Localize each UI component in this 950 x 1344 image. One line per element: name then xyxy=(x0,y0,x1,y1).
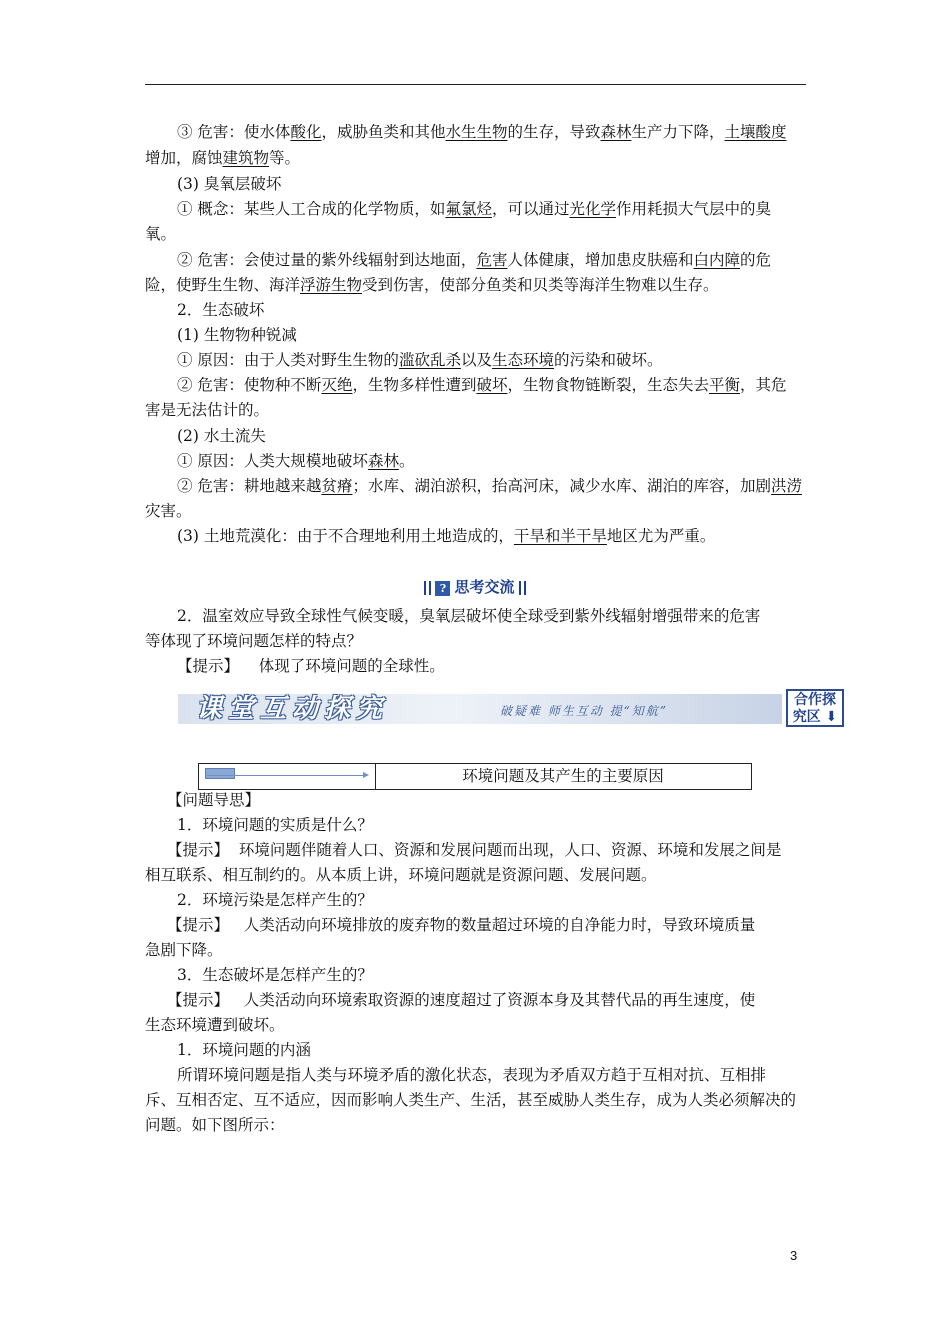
guide-a1-line1: 【提示】 环境问题伴随着人口、资源和发展问题而出现，人口、资源、环境和发展之间是 xyxy=(167,841,782,859)
guide-a2-line1: 【提示】 人类活动向环境排放的废弃物的数量超过环境的自净能力时，导致环境质量 xyxy=(167,916,756,934)
guide-a1-line2: 相互联系、相互制约的。从本质上讲，环境问题就是资源问题、发展问题。 xyxy=(145,866,657,884)
soil-cause: ① 原因：人类大规模地破坏森林。 xyxy=(177,452,415,470)
header-rule xyxy=(145,84,806,85)
guide-heading: 【问题导思】 xyxy=(167,791,261,809)
arrow-right-icon xyxy=(207,775,367,776)
bar-left-icon xyxy=(424,581,431,595)
topic-pill-icon xyxy=(205,768,235,779)
acid-rain-harm-line1: ③ 危害：使水体酸化，威胁鱼类和其他水生生物的生存，导致森林生产力下降，土壤酸度 xyxy=(177,123,787,141)
desertification: (3) 土地荒漠化：由于不合理地利用土地造成的，干旱和半干旱地区尤为严重。 xyxy=(177,527,716,545)
guide-a3-line2: 生态环境遭到破坏。 xyxy=(145,1016,285,1034)
topic-marker xyxy=(199,764,376,789)
box-line1: 合作探 xyxy=(794,692,836,708)
soil-harm-line1: ② 危害：耕地越来越贫瘠；水库、湖泊淤积，抬高河床，减少水库、湖泊的库容，加剧洪涝 xyxy=(177,477,802,495)
think-title: 思考交流 xyxy=(454,578,515,596)
species-harm-line1: ② 危害：使物种不断灭绝，生物多样性遭到破坏，生物食物链断裂，生态失去平衡，其危 xyxy=(177,376,787,394)
eco-heading: 2．生态破坏 xyxy=(177,301,265,319)
topic-label: 环境问题及其产生的主要原因 xyxy=(462,767,664,785)
guide-a3-line1: 【提示】 人类活动向环境索取资源的速度超过了资源本身及其替代品的再生速度，使 xyxy=(167,991,756,1009)
soil-heading: (2) 水土流失 xyxy=(177,427,266,445)
ozone-heading: (3) 臭氧层破坏 xyxy=(177,175,282,193)
guide-q3: 3．生态破坏是怎样产生的？ xyxy=(177,966,373,984)
connotation-heading: 1．环境问题的内涵 xyxy=(177,1041,311,1059)
ozone-harm-line1: ② 危害：会使过量的紫外线辐射到达地面，危害人体健康，增加患皮肤癌和白内障的危 xyxy=(177,251,771,269)
guide-q2: 2．环境污染是怎样产生的？ xyxy=(177,891,373,909)
guide-q1: 1．环境问题的实质是什么？ xyxy=(177,816,373,834)
banner-title: 课堂互动探究 xyxy=(196,694,389,724)
connotation-line3: 问题。如下图所示： xyxy=(145,1116,285,1134)
page-number: 3 xyxy=(790,1248,798,1263)
ozone-concept-line2: 氧。 xyxy=(145,225,177,243)
think-exchange-header xyxy=(0,576,950,597)
think-question-line2: 等体现了环境问题怎样的特点？ xyxy=(145,632,363,650)
guide-a2-line2: 急剧下降。 xyxy=(145,941,223,959)
think-question-line1: 2．温室效应导致全球性气候变暖，臭氧层破坏使全球受到紫外线辐射增强带来的危害 xyxy=(177,607,761,625)
classroom-banner xyxy=(178,689,846,729)
species-heading: (1) 生物物种锐减 xyxy=(177,326,297,344)
soil-harm-line2: 灾害。 xyxy=(145,502,192,520)
bar-right-icon xyxy=(519,581,526,595)
box-line2: 究区 ⬇ xyxy=(792,709,838,725)
topic-box xyxy=(198,763,752,790)
cooperation-zone-box xyxy=(786,689,844,727)
connotation-line1: 所谓环境问题是指人类与环境矛盾的激化状态，表现为矛盾双方趋于互相对抗、互相排 xyxy=(177,1066,767,1084)
connotation-line2: 斥、互相否定、互不适应，因而影响人类生产、生活，甚至威胁人类生存，成为人类必须解决的 xyxy=(145,1091,797,1109)
think-hint: 【提示】 体现了环境问题的全球性。 xyxy=(177,657,445,675)
ozone-concept-line1: ① 概念：某些人工合成的化学物质，如氟氯烃，可以通过光化学作用耗损大气层中的臭 xyxy=(177,200,771,218)
species-harm-line2: 害是无法估计的。 xyxy=(145,401,270,419)
banner-tagline: 破疑难 师生互动 提“知航” xyxy=(500,704,668,718)
acid-rain-harm-line2: 增加，腐蚀建筑物等。 xyxy=(145,149,301,167)
ozone-harm-line2: 险，使野生生物、海洋浮游生物受到伤害，使部分鱼类和贝类等海洋生物难以生存。 xyxy=(145,276,719,294)
species-cause: ① 原因：由于人类对野生生物的滥砍乱杀以及生态环境的污染和破坏。 xyxy=(177,351,663,369)
question-icon: ? xyxy=(435,581,450,596)
